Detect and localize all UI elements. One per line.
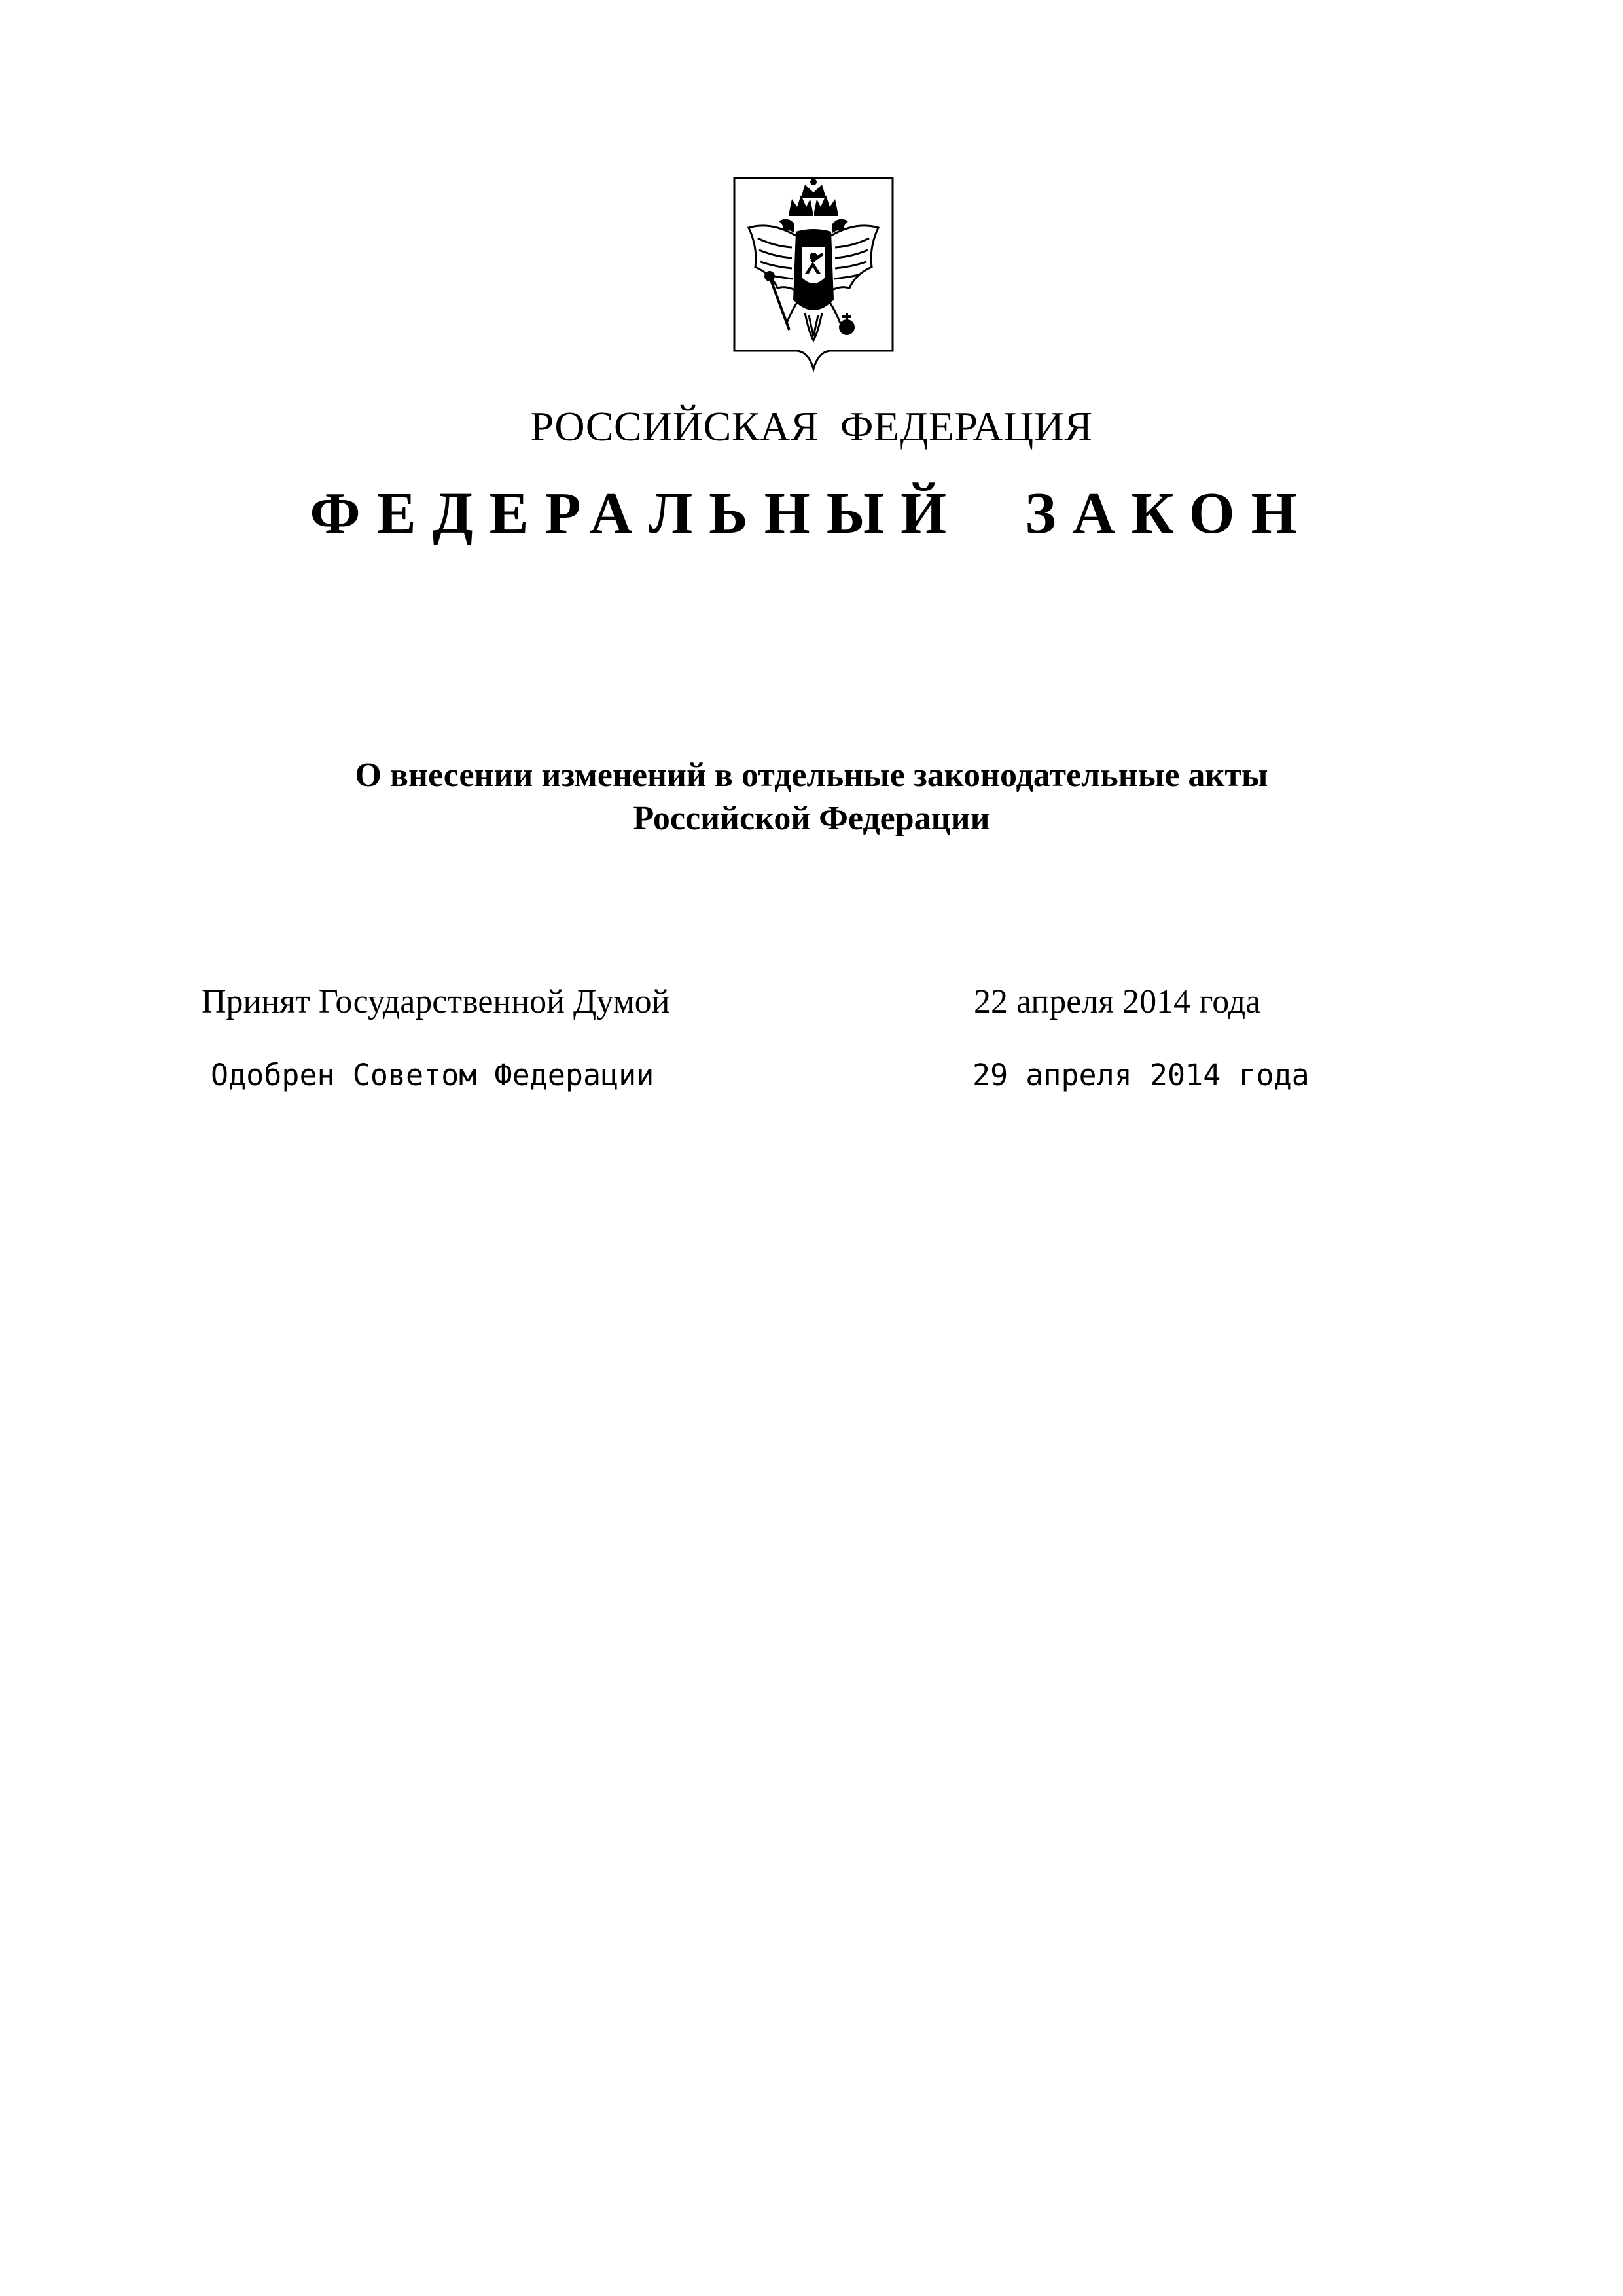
law-title-line-1: О внесении изменений в отдельные законодательные акты <box>355 757 1268 794</box>
country-name: РОССИЙСКАЯ ФЕДЕРАЦИЯ <box>530 403 1093 450</box>
adoption-label: Одобрен Советом Федерации <box>211 1058 654 1092</box>
adoption-date: 29 апреля 2014 года <box>972 1058 1310 1092</box>
adoption-row-state-duma <box>202 979 1380 1025</box>
document-type-heading: ФЕДЕРАЛЬНЫЙ ЗАКОН <box>310 481 1313 546</box>
coat-of-arms-icon <box>732 175 895 372</box>
adoption-date: 22 апреля 2014 года <box>974 983 1261 1020</box>
adoption-row-federation-council <box>202 1052 1380 1098</box>
law-title <box>0 754 1623 840</box>
law-title-line-2: Российской Федерации <box>633 800 990 837</box>
adoption-label: Принят Государственной Думой <box>202 983 670 1020</box>
